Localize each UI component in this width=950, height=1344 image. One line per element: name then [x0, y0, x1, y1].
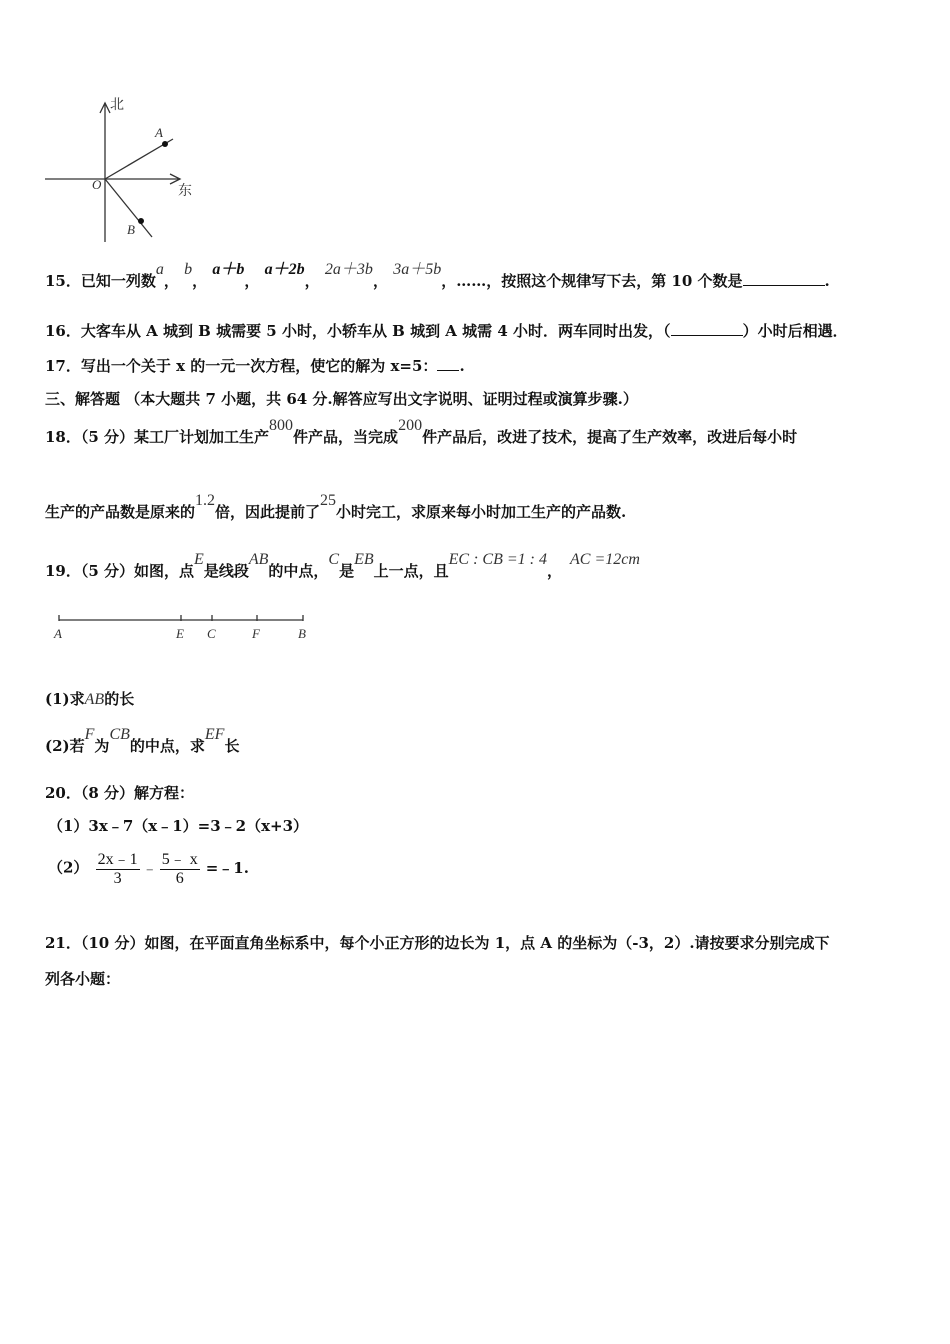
question-18-line-2: 生产的产品数是原来的1.2倍，因此提前了25小时完工，求原来每小时加工生产的产品数.	[45, 492, 627, 521]
question-17: 17．写出一个关于 x 的一元一次方程，使它的解为 x=5： .	[45, 357, 465, 375]
question-21-line-2: 列各小题：	[45, 970, 121, 988]
point-a	[162, 141, 168, 147]
question-18-line-1: 18．（5 分）某工厂计划加工生产800件产品，当完成200件产品后，改进了技术，提高了生产效率，改进后每小时	[45, 417, 798, 446]
seg-label-e: E	[176, 626, 184, 641]
term-5: 2a＋3b	[324, 261, 373, 278]
origin-label: O	[92, 177, 102, 192]
answer-blank-17[interactable]	[437, 370, 459, 371]
section-3-heading: 三、解答题 （本大题共 7 小题，共 64 分.解答应写出文字说明、证明过程或演算步骤.）	[45, 390, 638, 408]
question-19: 19．（5 分）如图，点E是线段AB的中点，C是EB上一点，且EC : CB =1 : 4，AC =12cm	[45, 551, 640, 580]
fraction-2: $\frac{5﹣ x}{6}$	[160, 846, 200, 888]
fraction-1: $\frac{2x﹣1}{3}$	[96, 846, 140, 888]
seg-label-a: A	[54, 626, 62, 641]
term-6: 3a＋5b	[393, 261, 442, 278]
point-b	[138, 218, 144, 224]
label-a: A	[155, 125, 163, 140]
answer-blank-16[interactable]	[671, 335, 743, 336]
question-20-eq-1: （1）3x﹣7（x﹣1）=3﹣2（x+3）	[48, 817, 309, 835]
seg-label-c: C	[207, 626, 216, 641]
term-1: a	[155, 261, 164, 278]
seg-label-f: F	[252, 626, 260, 641]
question-16: 16．大客车从 A 城到 B 城需要 5 小时，小轿车从 B 城到 A 城需 4 小时．两车同时出发，（ ）小时后相遇．	[45, 322, 848, 340]
direction-figure	[40, 95, 210, 250]
question-21-line-1: 21．（10 分）如图，在平面直角坐标系中，每个小正方形的边长为 1，点 A 的坐标为（-3，2）.请按要求分别完成下	[45, 934, 830, 952]
term-2: b	[184, 261, 193, 278]
term-4: a＋2b	[264, 261, 305, 278]
seg-label-b: B	[298, 626, 306, 641]
east-label: 东	[178, 184, 192, 199]
segment-figure	[45, 608, 325, 648]
question-19-part-1: (1)求AB的长	[45, 690, 135, 708]
question-15: 15．已知一列数a， b， a＋b， a＋2b， 2a＋3b， 3a＋5b，……，按照这个规律写下去，第 10 个数是 .	[45, 261, 830, 290]
term-3: a＋b	[212, 261, 245, 278]
label-b: B	[127, 222, 135, 237]
question-19-part-2: (2)若F为CB的中点，求EF长	[45, 726, 240, 755]
question-20-eq-2: （2） $\frac{2x﹣1}{3}$ ﹣ $\frac{5﹣ x}{6}$ =﹣1.	[48, 846, 249, 888]
question-20-title: 20．（8 分）解方程：	[45, 784, 195, 802]
north-label: 北	[110, 98, 124, 113]
answer-blank-15[interactable]	[743, 285, 825, 286]
